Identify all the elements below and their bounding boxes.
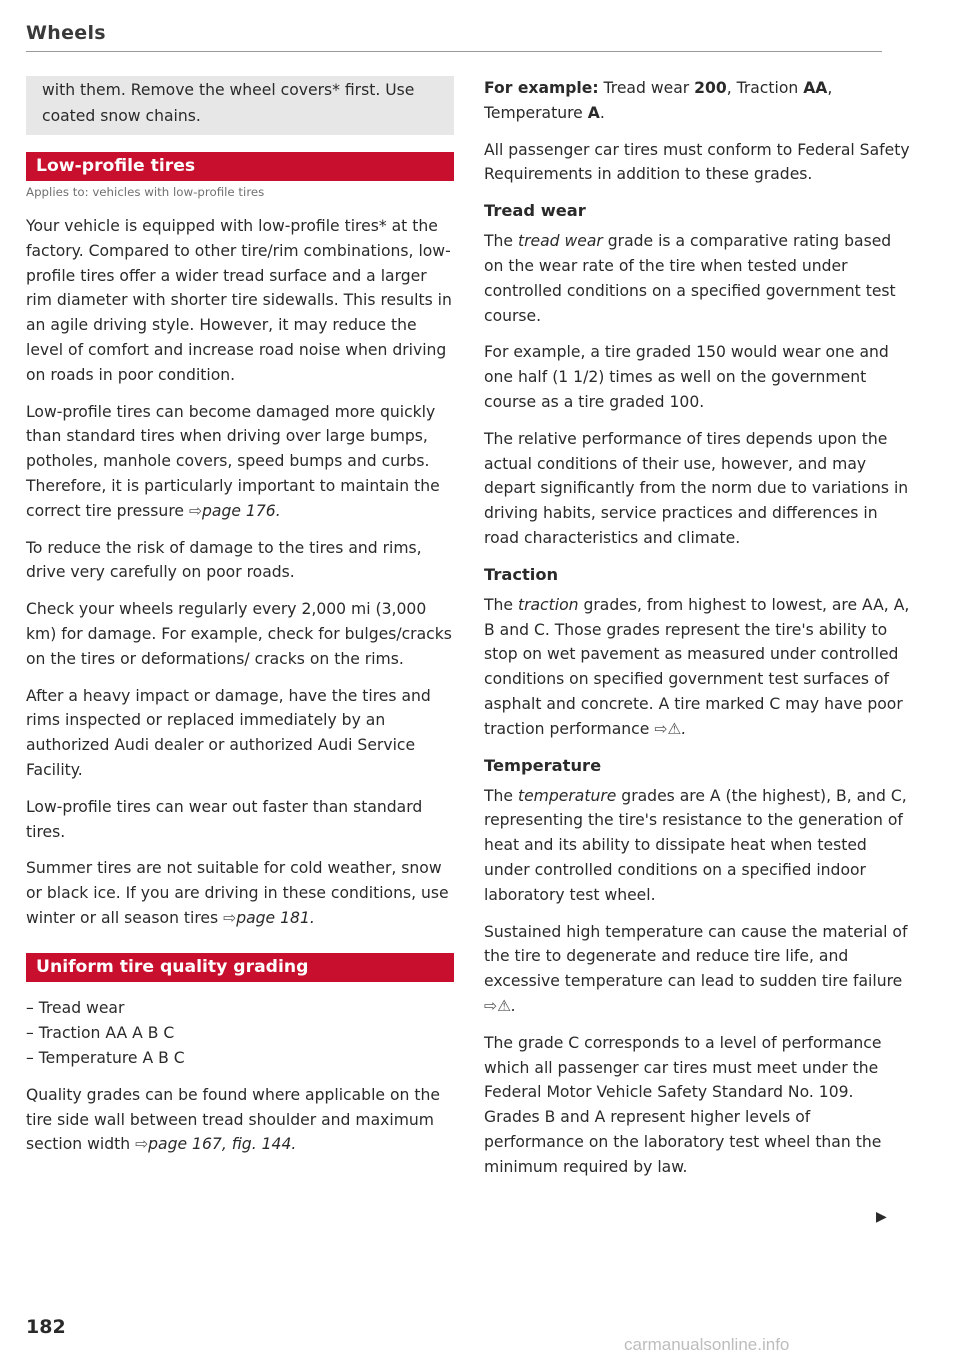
warning-triangle-icon: ⚠	[497, 996, 512, 1015]
page-reference-link[interactable]: ⇨page 167, fig. 144.	[135, 1135, 297, 1154]
paragraph	[26, 1083, 454, 1157]
arrow-right-icon: ⇨	[654, 719, 668, 738]
arrow-right-icon: ⇨	[188, 501, 203, 520]
paragraph: The grade C corresponds to a level of performance which all passenger car tires must meet under the Federal Motor Vehicle Safety Standard No. 109. Grades B and A represent higher levels of performance on the laboratory test wheel than the minimum required by law.	[484, 1033, 882, 1176]
continue-next-page-icon: ▶	[876, 1209, 887, 1225]
paragraph	[26, 856, 454, 930]
warning-reference-link[interactable]: ⇨⚠.	[654, 719, 687, 738]
warning-triangle-icon: ⚠	[667, 719, 682, 738]
page-reference-link[interactable]: ⇨page 181.	[223, 908, 315, 927]
watermark-text: carmanualsonline.info	[624, 1335, 790, 1354]
page-number: 182	[26, 1316, 66, 1338]
snow-chain-note-box	[26, 76, 454, 135]
paragraph: To reduce the risk of damage to the tires and rims, drive very carefully on poor roads.	[26, 538, 422, 582]
arrow-right-icon: ⇨	[135, 1135, 149, 1154]
arrow-right-icon: ⇨	[223, 908, 237, 927]
section-title-uniform-grading: Uniform tire quality grading	[26, 953, 454, 982]
list-item: – Traction AA A B C	[26, 1023, 175, 1042]
paragraph: All passenger car tires must conform to Federal Safety Requirements in addition to these grades.	[484, 140, 910, 184]
header-divider	[26, 51, 882, 52]
paragraph: Check your wheels regularly every 2,000 mi (3,000 km) for damage. For example, check for bulges/cracks on the tires or deformations/ cracks on the rims.	[26, 600, 452, 668]
snow-chain-note-text: with them. Remove the wheel covers* first. Use coated snow chains.	[42, 81, 415, 125]
heading-temperature: Temperature	[484, 755, 602, 775]
paragraph: Your vehicle is equipped with low-profile tires* at the factory. Compared to other tire/rim combinations, low-profile tires offer a wider tread surface and a larger rim diameter with shorter tire sidewalls. This results in an agile driving style. However, it may reduce the level of comfort and increase road noise when driving on roads in poor condition.	[26, 217, 452, 384]
grading-list	[26, 996, 454, 1071]
arrow-right-icon: ⇨	[484, 996, 498, 1015]
paragraph: The traction grades, from highest to lowest, are AA, A, B and C. Those grades represent the tire's ability to stop on wet pavement as measured under controlled conditions on specified government test surfaces of asphalt and concrete. A tire marked C may have poor traction performance ⇨⚠.	[484, 595, 910, 738]
paragraph	[26, 400, 454, 524]
paragraph: Low-profile tires can wear out faster than standard tires.	[26, 797, 423, 841]
paragraph: For example, a tire graded 150 would wear one and one half (1 1/2) times as well on the government course as a tire graded 100.	[484, 343, 889, 411]
applies-to-note: Applies to: vehicles with low-profile tires	[26, 185, 265, 199]
warning-reference-link[interactable]: ⇨⚠.	[484, 996, 517, 1015]
heading-tread-wear: Tread wear	[484, 201, 586, 221]
paragraph: Sustained high temperature can cause the material of the tire to degenerate and reduce tire life, and excessive temperature can lead to sudden tire failure ⇨⚠.	[484, 922, 908, 1015]
page-reference-link[interactable]: ⇨page 176.	[188, 501, 281, 520]
paragraph-text: Summer tires are not suitable for cold weather, snow or black ice. If you are driving in these conditions, use winter or all season tires	[26, 859, 449, 927]
example-paragraph: For example: Tread wear 200, Traction AA, Temperature A.	[484, 79, 833, 122]
section-title-low-profile: Low-profile tires	[26, 152, 454, 181]
paragraph: The temperature grades are A (the highest), B, and C, representing the tire's resistance to the generation of heat and its ability to dissipate heat when tested under controlled conditions on a specified indoor laboratory test wheel.	[484, 786, 907, 904]
left-column	[26, 76, 454, 1169]
paragraph: After a heavy impact or damage, have the tires and rims inspected or replaced immediately by an authorized Audi dealer or authorized Audi Service Facility.	[26, 686, 431, 779]
page-header-title: Wheels	[26, 22, 106, 44]
paragraph-text: Quality grades can be found where applicable on the tire side wall between tread shoulder and maximum section width	[26, 1085, 440, 1154]
paragraph: The tread wear grade is a comparative rating based on the wear rate of the tire when tested under controlled conditions on a specified government test course.	[484, 232, 896, 325]
heading-traction: Traction	[484, 564, 559, 584]
paragraph-text: Low-profile tires can become damaged more quickly than standard tires when driving over large bumps, potholes, manhole covers, speed bumps and curbs. Therefore, it is particularly important to maintain the correct tire pressure	[26, 402, 440, 520]
paragraph: The relative performance of tires depends upon the actual conditions of their use, however, and may depart significantly from the norm due to variations in driving habits, service practices and differences in road characteristics and climate.	[484, 429, 909, 547]
example-label: For example:	[484, 79, 599, 97]
list-item: – Tread wear	[26, 998, 125, 1017]
right-column	[484, 76, 912, 1191]
list-item: – Temperature A B C	[26, 1048, 185, 1067]
